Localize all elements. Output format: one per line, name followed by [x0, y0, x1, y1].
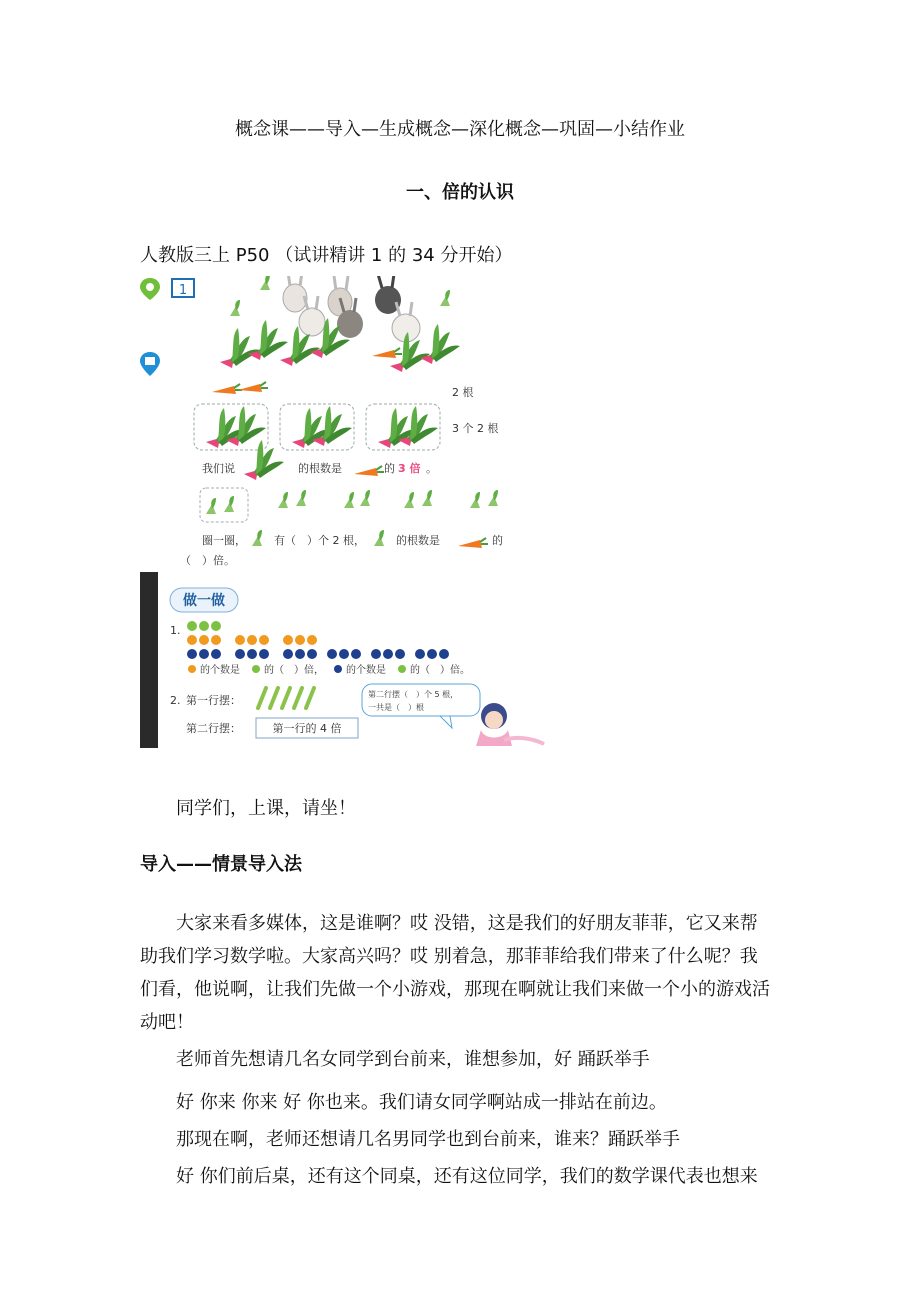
figure-svg	[140, 276, 560, 748]
intro-heading: 导入——情景导入法	[140, 854, 302, 875]
paragraph-line: 动吧！	[140, 1012, 194, 1033]
circle-prompt-4: 的	[492, 534, 503, 547]
heading-line: 概念课——导入—生成概念—深化概念—巩固—小结作业	[235, 119, 685, 140]
dialogue-line: 好 你们前后桌，还有这个同桌，还有这位同学，我们的数学课代表也想来	[176, 1166, 758, 1187]
orange-dot-mini	[188, 665, 196, 673]
q1-sentence-d: 的（ ）倍。	[410, 665, 470, 676]
zuoyizuo-label: 做一做	[183, 593, 225, 609]
green-dot-mini	[398, 665, 406, 673]
greeting-line: 同学们，上课，请坐！	[176, 798, 356, 819]
sentence-b: 的根数是	[298, 462, 342, 475]
bubble-line-2: 一共是（ ）根	[368, 703, 424, 712]
q1-sentence-a: 的个数是	[200, 665, 240, 676]
row2-box-text: 第一行的 4 倍	[272, 722, 342, 735]
green-dot-mini	[252, 665, 260, 673]
bubble-tail	[440, 716, 452, 728]
section-title: 一、倍的认识	[406, 182, 514, 203]
sprouts-row	[206, 490, 498, 514]
source-line: 人教版三上 P50 （试讲精讲 1 的 34 分开始）	[140, 245, 513, 266]
sentence-a: 我们说	[202, 462, 235, 475]
paragraph-line: 助我们学习数学啦。大家高兴吗？哎 别着急，那菲菲给我们带来了什么呢？我	[140, 946, 758, 967]
figure-dark-edge	[140, 572, 158, 748]
row1-label: 第一行摆：	[186, 694, 241, 707]
q1-number: 1.	[170, 624, 181, 637]
q2-number: 2.	[170, 694, 181, 707]
location-icon	[140, 352, 160, 376]
sticks-row	[258, 688, 314, 708]
textbook-figure	[140, 276, 560, 748]
dialogue-line: 老师首先想请几名女同学到台前来，谁想参加，好 踊跃举手	[176, 1049, 650, 1070]
dialogue-line: 那现在啊，老师还想请几名男同学也到台前来，谁来？踊跃举手	[176, 1129, 680, 1150]
sprout-circle	[200, 488, 248, 522]
sentence-c: 的	[384, 462, 395, 475]
circle-prompt-1: 圈一圈，	[202, 534, 246, 547]
blue-dot-mini	[334, 665, 342, 673]
bubble-line-1: 第二行摆（ ）个 5 根，	[368, 690, 459, 699]
carrot-icon	[212, 384, 242, 394]
q1-sentence-b: 的（ ）倍，	[264, 665, 324, 676]
paragraph-line: 大家来看多媒体，这是谁啊？哎 没错，这是我们的好朋友菲菲，它又来帮	[176, 913, 758, 934]
sentence-end: 。	[426, 462, 437, 475]
badge-number: 1	[178, 283, 188, 298]
dialogue-line: 好 你来 你来 好 你也来。我们请女同学啊站成一排站在前边。	[176, 1092, 667, 1113]
girl-character	[476, 703, 544, 746]
sentence-times: 3 倍	[398, 462, 421, 475]
row2-label: 第二行摆：	[186, 722, 241, 735]
circle-prompt-5: （ ）倍。	[180, 554, 235, 567]
rabbits-scene	[220, 276, 460, 372]
circle-prompt-3: 的根数是	[396, 534, 440, 547]
blue-dots	[187, 649, 449, 659]
q1-sentence-c: 的个数是	[346, 665, 386, 676]
orange-dots	[187, 635, 317, 645]
paragraph-line: 们看，他说啊，让我们先做一个小游戏，那现在啊就让我们来做一个小的游戏活	[140, 979, 770, 1000]
label-2gen: 2 根	[452, 386, 474, 399]
circle-prompt-2: 有（ ）个 2 根，	[274, 534, 365, 547]
green-dots	[187, 621, 221, 631]
pin-icon	[140, 278, 160, 300]
label-3ge2gen: 3 个 2 根	[452, 422, 499, 435]
carrot-icon	[238, 382, 268, 392]
